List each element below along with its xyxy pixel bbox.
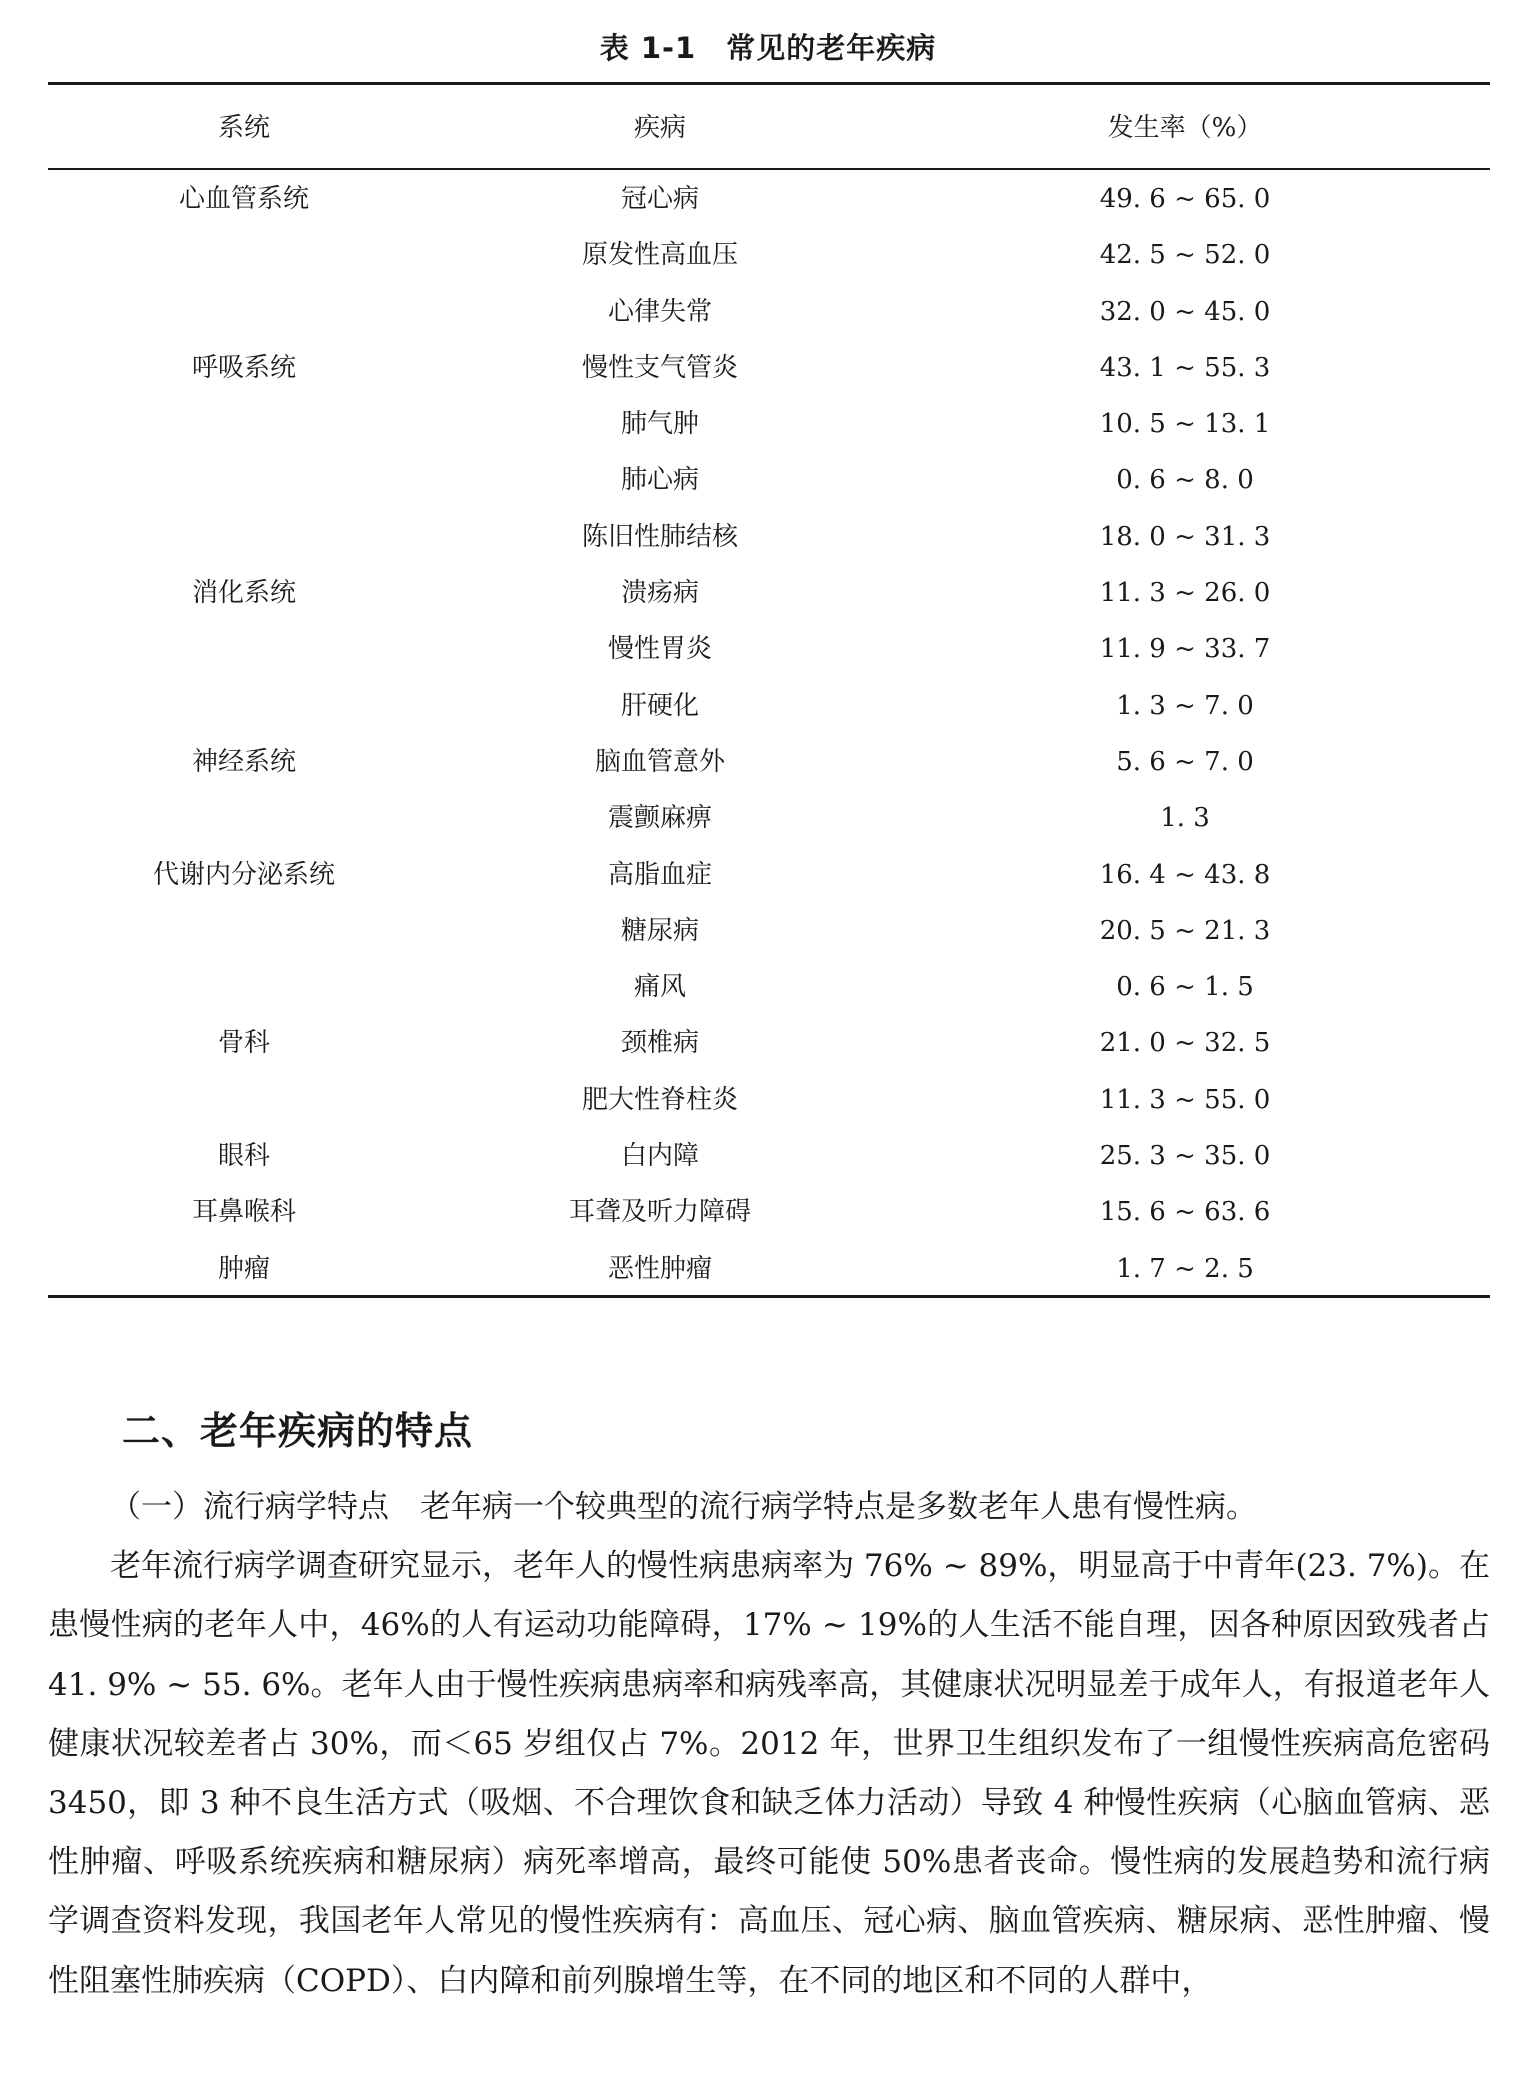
table-row	[0, 1072, 1536, 1128]
cell-system: 神经系统	[191, 746, 296, 777]
table-row	[0, 284, 1536, 340]
section-title: 二、老年疾病的特点	[122, 1409, 474, 1453]
cell-disease: 原发性高血压	[581, 240, 738, 271]
cell-rate: 42. 5 ~ 52. 0	[1099, 240, 1271, 271]
cell-system	[48, 227, 440, 283]
cell-system: 肿瘤	[217, 1253, 270, 1284]
cell-disease: 糖尿病	[620, 915, 699, 946]
cell-disease: 肥大性脊柱炎	[581, 1084, 738, 1115]
cell-system: 消化系统	[191, 578, 296, 609]
table-row	[0, 790, 1536, 846]
table-bottom-rule	[48, 1295, 1490, 1298]
cell-disease: 颈椎病	[620, 1028, 699, 1059]
cell-system	[48, 396, 440, 452]
cell-rate: 49. 6 ~ 65. 0	[1099, 184, 1271, 214]
cell-system	[48, 284, 440, 340]
cell-system	[48, 621, 440, 677]
cell-disease: 慢性胃炎	[607, 634, 712, 665]
cell-system: 骨科	[217, 1028, 270, 1059]
table-row	[0, 396, 1536, 452]
cell-disease: 耳聋及听力障碍	[568, 1197, 751, 1228]
table-row	[0, 1184, 1536, 1240]
cell-rate: 1. 3 ~ 7. 0	[1116, 690, 1254, 721]
cell-disease: 溃疡病	[620, 578, 699, 609]
cell-system: 心血管系统	[178, 184, 309, 214]
cell-system	[48, 1072, 440, 1128]
cell-disease: 白内障	[620, 1141, 699, 1172]
cell-rate: 1. 7 ~ 2. 5	[1116, 1253, 1254, 1284]
cell-disease: 脑血管意外	[594, 746, 725, 777]
cell-disease: 肺气肿	[620, 409, 699, 440]
body-text	[48, 1478, 1490, 2011]
table-row	[0, 340, 1536, 396]
cell-rate: 20. 5 ~ 21. 3	[1099, 915, 1271, 946]
cell-system	[48, 509, 440, 565]
cell-disease: 慢性支气管炎	[581, 352, 738, 383]
cell-system: 呼吸系统	[191, 352, 296, 383]
table-row	[0, 565, 1536, 621]
cell-rate: 11. 3 ~ 55. 0	[1099, 1084, 1271, 1115]
cell-system	[48, 678, 440, 734]
cell-system: 耳鼻喉科	[191, 1197, 296, 1228]
column-header-system: 系统	[217, 113, 270, 143]
table-row	[0, 1128, 1536, 1184]
table-row	[0, 734, 1536, 790]
cell-rate: 15. 6 ~ 63. 6	[1099, 1197, 1271, 1228]
table-body	[0, 171, 1536, 1297]
cell-disease: 高脂血症	[607, 859, 712, 890]
cell-rate: 1. 3	[1160, 803, 1210, 834]
cell-rate: 25. 3 ~ 35. 0	[1099, 1141, 1271, 1172]
cell-rate: 10. 5 ~ 13. 1	[1099, 409, 1271, 440]
paragraph: （一）流行病学特点 老年病一个较典型的流行病学特点是多数老年人患有慢性病。	[110, 1489, 1257, 1525]
cell-rate: 16. 4 ~ 43. 8	[1099, 859, 1271, 890]
table-row	[0, 847, 1536, 903]
cell-rate: 18. 0 ~ 31. 3	[1099, 521, 1271, 552]
column-header-rate: 发生率（%）	[1107, 113, 1263, 143]
cell-disease: 冠心病	[620, 184, 699, 214]
cell-rate: 0. 6 ~ 8. 0	[1116, 465, 1254, 496]
cell-rate: 43. 1 ~ 55. 3	[1099, 352, 1271, 383]
cell-rate: 11. 3 ~ 26. 0	[1099, 578, 1271, 609]
cell-rate: 21. 0 ~ 32. 5	[1099, 1028, 1271, 1059]
cell-disease: 震颤麻痹	[607, 803, 712, 834]
paragraph: 老年流行病学调查研究显示，老年人的慢性病患病率为 76% ~ 89%，明显高于中青年(23. 7%)。在患慢性病的老年人中，46%的人有运动功能障碍，17% ~ 19%的人生活不能自理，因各种原因致残者占 41. 9% ~ 55. 6%。老年人由于慢性疾病患病率和病残率高，其健康状况明显差于成年人，有报道老年人健康状况较差者占 30%，而＜65 岁组仅占 7%。2012 年，世界卫生组织发布了一组慢性疾病高危密码3450，即 3 种不良生活方式（吸烟、不合理饮食和缺乏体力活动）导致 4 种慢性疾病（心脑血管病、恶性肿瘤、呼吸系统疾病和糖尿病）病死率增高，最终可能使 50%患者丧命。慢性病的发展趋势和流行病学调查资料发现，我国老年人常见的慢性疾病有：高血压、冠心病、脑血管疾病、糖尿病、恶性肿瘤、慢性阻塞性肺疾病（COPD）、白内障和前列腺增生等，在不同的地区和不同的人群中，	[48, 1548, 1490, 1999]
cell-system	[48, 790, 440, 846]
cell-system	[48, 959, 440, 1015]
table-row	[0, 1241, 1536, 1297]
table-row	[0, 171, 1536, 227]
table-row	[0, 959, 1536, 1015]
table-row	[0, 621, 1536, 677]
cell-disease: 肝硬化	[620, 690, 699, 721]
cell-rate: 5. 6 ~ 7. 0	[1116, 746, 1254, 777]
table-row	[0, 227, 1536, 283]
cell-disease: 肺心病	[620, 465, 699, 496]
table-row	[0, 509, 1536, 565]
table-row	[0, 1015, 1536, 1071]
table-row	[0, 678, 1536, 734]
cell-system	[48, 903, 440, 959]
cell-disease: 陈旧性肺结核	[581, 521, 738, 552]
cell-disease: 痛风	[633, 972, 686, 1003]
cell-disease: 恶性肿瘤	[607, 1253, 712, 1284]
cell-system	[48, 452, 440, 508]
cell-system: 眼科	[217, 1141, 270, 1172]
column-header-disease: 疾病	[633, 113, 686, 143]
cell-rate: 32. 0 ~ 45. 0	[1099, 296, 1271, 327]
cell-system: 代谢内分泌系统	[152, 859, 335, 890]
cell-disease: 心律失常	[607, 296, 712, 327]
table-row	[0, 452, 1536, 508]
table-top-rule	[48, 82, 1490, 85]
cell-rate: 0. 6 ~ 1. 5	[1116, 972, 1254, 1003]
table-row	[0, 903, 1536, 959]
table-caption: 表 1-1 常见的老年疾病	[599, 31, 937, 65]
cell-rate: 11. 9 ~ 33. 7	[1099, 634, 1271, 665]
table-header-rule	[48, 168, 1490, 170]
